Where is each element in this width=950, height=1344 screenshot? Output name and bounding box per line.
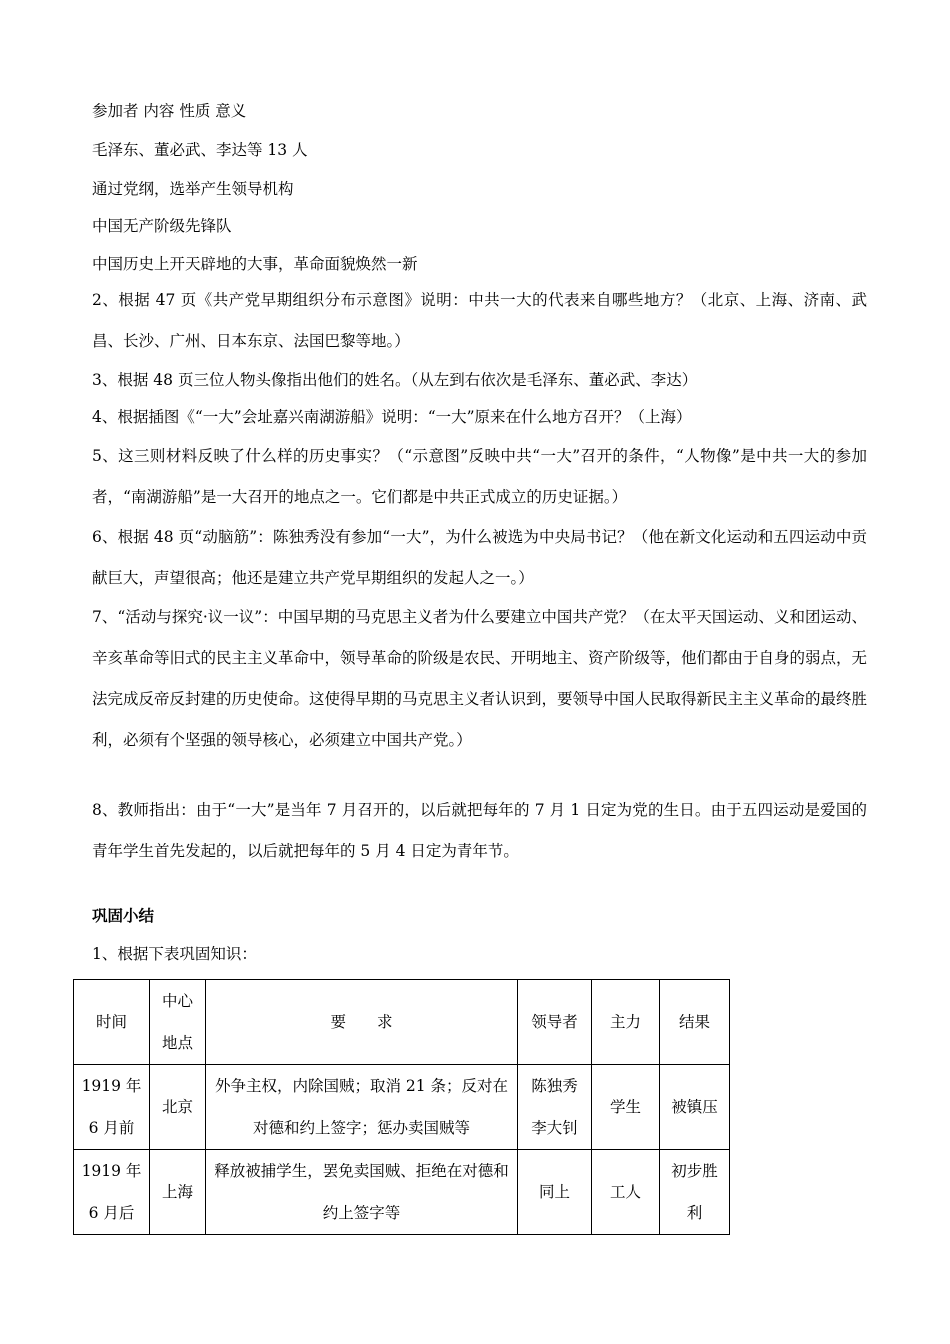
table-header-row (74, 980, 730, 1065)
question-6: 6、根据 48 页“动脑筋”：陈独秀没有参加“一大”，为什么被选为中央局书记？（他在新文化运动和五四运动中贡献巨大，声望很高；他还是建立共产党早期组织的发起人之一。） (92, 528, 867, 587)
section-heading: 巩固小结 (92, 907, 155, 925)
question-2: 2、根据 47 页《共产党早期组织分布示意图》说明：中共一大的代表来自哪些地方？（北京、上海、济南、武昌、长沙、广州、日本东京、法国巴黎等地。） (92, 291, 867, 350)
table-cell: 释放被捕学生，罢免卖国贼、拒绝在对德和约上签字等 (206, 1150, 518, 1235)
teacher-note: 8、教师指出：由于“一大”是当年 7 月召开的，以后就把每年的 7 月 1 日定为党的生日。由于五四运动是爱国的青年学生首先发起的，以后就把每年的 5 月 4 日定为青年节。 (92, 801, 867, 860)
table-cell: 同上 (518, 1150, 592, 1235)
question-3: 3、根据 48 页三位人物头像指出他们的姓名。（从左到右依次是毛泽东、董必武、李达） (92, 371, 698, 389)
header-center-location: 中心地点 (150, 980, 206, 1065)
text-line: 中国历史上开天辟地的大事，革命面貌焕然一新 (92, 255, 418, 273)
header-main-force: 主力 (592, 980, 660, 1065)
table-cell: 上海 (150, 1150, 206, 1235)
table-cell: 外争主权，内除国贼；取消 21 条；反对在对德和约上签字；惩办卖国贼等 (206, 1065, 518, 1150)
table-cell: 1919 年 6 月后 (74, 1150, 150, 1235)
table-cell: 被镇压 (660, 1065, 730, 1150)
table-row (74, 1065, 730, 1150)
text-line: 毛泽东、董必武、李达等 13 人 (92, 141, 308, 159)
table-cell: 学生 (592, 1065, 660, 1150)
header-time: 时间 (74, 980, 150, 1065)
header-leaders: 领导者 (518, 980, 592, 1065)
question-7: 7、“活动与探究·议一议”：中国早期的马克思主义者为什么要建立中国共产党？（在太平天国运动、义和团运动、辛亥革命等旧式的民主主义革命中，领导革命的阶级是农民、开明地主、资产阶级等，他们都由于自身的弱点，无法完成反帝反封建的历史使命。这使得早期的马克思主义者认识到，要领导中国人民取得新民主主义革命的最终胜利，必须有个坚强的领导核心，必须建立中国共产党。） (92, 608, 868, 749)
text-line: 中国无产阶级先锋队 (92, 217, 232, 235)
text-line: 参加者 内容 性质 意义 (92, 102, 247, 120)
table-cell: 工人 (592, 1150, 660, 1235)
table-cell: 北京 (150, 1065, 206, 1150)
text-line: 通过党纲，选举产生领导机构 (92, 180, 294, 198)
question-5: 5、这三则材料反映了什么样的历史事实？（“示意图”反映中共“一大”召开的条件，“人物像”是中共一大的参加者，“南湖游船”是一大召开的地点之一。它们都是中共正式成立的历史证据。） (92, 447, 867, 506)
header-result: 结果 (660, 980, 730, 1065)
table-cell: 初步胜利 (660, 1150, 730, 1235)
table-cell: 1919 年 6 月前 (74, 1065, 150, 1150)
summary-table (73, 979, 730, 1235)
table-row (74, 1150, 730, 1235)
header-demands: 要 求 (206, 980, 518, 1065)
question-4: 4、根据插图《“一大”会址嘉兴南湖游船》说明：“一大”原来在什么地方召开？（上海） (92, 408, 692, 426)
summary-intro: 1、根据下表巩固知识： (92, 945, 257, 963)
table-cell: 陈独秀李大钊 (518, 1065, 592, 1150)
